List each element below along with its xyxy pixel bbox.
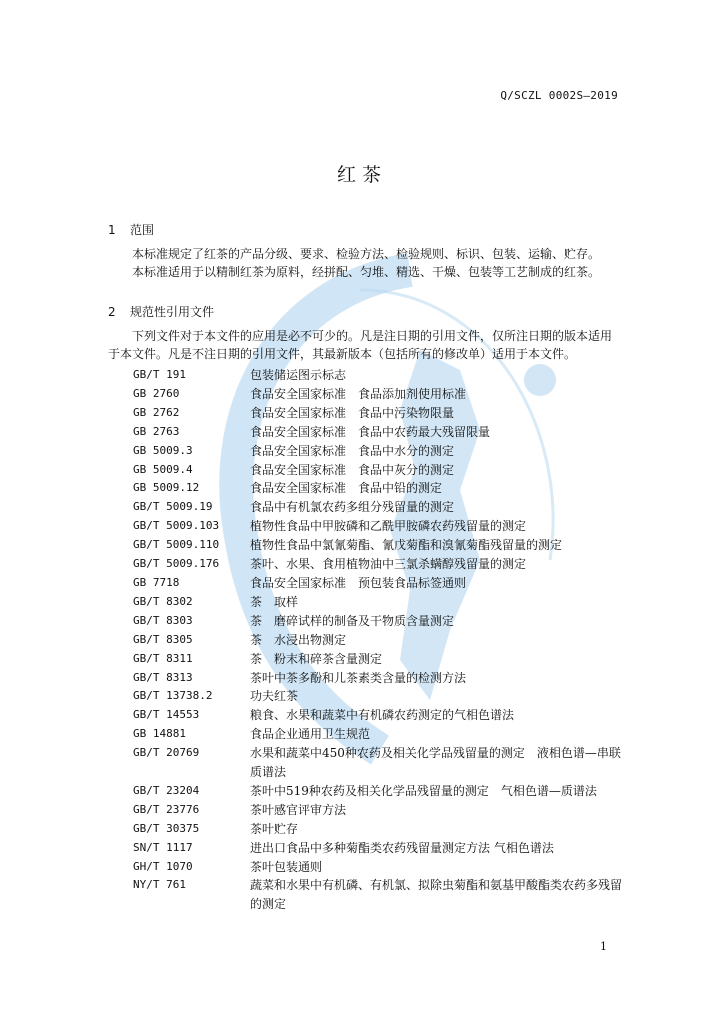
section-number: 1 [108,223,116,237]
reference-title: 食品安全国家标准 食品中铅的测定 [250,481,443,496]
reference-code: GB 2762 [133,405,180,419]
reference-list [108,366,624,914]
reference-title: 食品安全国家标准 食品添加剂使用标准 [250,386,467,401]
reference-row [108,631,624,650]
reference-title: 食品安全国家标准 食品中污染物限量 [250,405,455,420]
document-code: Q/SCZL 0002S—2019 [500,89,618,102]
section-1-body [108,245,620,281]
reference-row [108,366,624,385]
reference-title: 蔬菜和水果中有机磷、有机氯、拟除虫菊酯和氨基甲酸酯类农药多残留的测定 [250,878,623,912]
reference-title: 食品企业通用卫生规范 [250,727,371,742]
reference-title: 食品中有机氯农药多组分残留量的测定 [250,500,455,515]
section-1-heading [108,221,154,238]
reference-row [108,423,624,442]
page-number: 1 [600,940,607,953]
reference-row [108,612,624,631]
reference-title: 进出口食品中多种菊酯类农药残留量测定方法 气相色谱法 [250,840,554,855]
reference-code: GB 14881 [133,727,186,741]
reference-row [108,517,624,536]
reference-row [108,876,624,914]
section-2-heading [108,303,214,320]
reference-row [108,404,624,423]
reference-code: GB 5009.3 [133,443,193,457]
reference-code: GB/T 5009.19 [133,500,213,514]
reference-title: 包装储运图示标志 [250,368,347,382]
reference-title: 茶 粉末和碎茶含量测定 [250,651,383,666]
reference-code: GB/T 5009.110 [133,538,220,552]
reference-row [108,650,624,669]
reference-row [108,498,624,517]
reference-code: GB/T 5009.103 [133,519,220,533]
reference-code: GB 7718 [133,575,180,589]
reference-title: 植物性食品中甲胺磷和乙酰甲胺磷农药残留量的测定 [250,519,527,534]
reference-title: 水果和蔬菜中450种农药及相关化学品残留量的测定 液相色谱—串联质谱法 [250,746,621,780]
reference-row [108,536,624,555]
reference-code: GB/T 8311 [133,651,193,665]
reference-code: GB/T 20769 [133,746,200,760]
reference-code: GB/T 8303 [133,613,193,627]
reference-title: 食品安全国家标准 食品中水分的测定 [250,443,455,458]
reference-row [108,687,624,706]
reference-code: NY/T 761 [133,878,186,892]
reference-row [108,782,624,801]
reference-row [108,706,624,725]
reference-title: 茶 磨碎试样的制备及干物质含量测定 [250,613,455,628]
reference-code: GB/T 14553 [133,708,200,722]
reference-title: 食品安全国家标准 食品中灰分的测定 [250,462,455,477]
reference-code: GB/T 8302 [133,594,193,608]
reference-row [108,801,624,820]
reference-code: SN/T 1117 [133,840,193,854]
reference-code: GB/T 30375 [133,821,200,835]
reference-code: GB/T 23776 [133,802,200,816]
reference-code: GB/T 8305 [133,632,193,646]
reference-code: GB/T 8313 [133,670,193,684]
reference-title: 茶叶贮存 [250,821,299,836]
section-2-intro [108,327,620,363]
reference-code: GB/T 5009.176 [133,557,220,571]
reference-row [108,820,624,839]
reference-row [108,555,624,574]
reference-title: 茶叶中519种农药及相关化学品残留量的测定 气相色谱—质谱法 [250,783,597,798]
reference-row [108,479,624,498]
reference-row [108,442,624,461]
page-title: 红茶 [336,164,387,186]
reference-title: 食品安全国家标准 食品中农药最大残留限量 [250,424,491,439]
reference-row [108,839,624,858]
paragraph: 本标准适用于以精制红茶为原料，经拼配、匀堆、精选、干燥、包装等工艺制成的红茶。 [132,265,601,279]
reference-row [108,574,624,593]
reference-title: 茶叶中茶多酚和儿茶素类含量的检测方法 [250,670,467,685]
reference-row [108,858,624,877]
reference-title: 茶 水浸出物测定 [250,632,347,647]
reference-title: 茶 取样 [250,594,299,609]
reference-code: GB 5009.4 [133,462,193,476]
reference-title: 茶叶、水果、食用植物油中三氯杀螨醇残留量的测定 [250,557,527,572]
section-title: 范围 [130,223,155,237]
reference-row [108,385,624,404]
reference-code: GB/T 13738.2 [133,689,213,703]
reference-code: GB 2763 [133,424,180,438]
reference-code: GH/T 1070 [133,859,193,873]
paragraph: 本标准规定了红茶的产品分级、要求、检验方法、检验规则、标识、包装、运输、贮存。 [132,247,601,261]
reference-row [108,669,624,688]
reference-code: GB 5009.12 [133,481,200,495]
section-title: 规范性引用文件 [130,305,215,319]
reference-row [108,725,624,744]
reference-row [108,461,624,480]
reference-code: GB/T 191 [133,368,186,381]
reference-title: 食品安全国家标准 预包装食品标签通则 [250,575,467,590]
reference-title: 植物性食品中氯氰菊酯、氰戊菊酯和溴氰菊酯残留量的测定 [250,538,563,553]
reference-title: 茶叶包装通则 [250,859,323,874]
reference-code: GB 2760 [133,386,180,400]
reference-row [108,744,624,782]
reference-row [108,593,624,612]
reference-title: 茶叶感官评审方法 [250,802,347,817]
reference-code: GB/T 23204 [133,783,200,797]
paragraph: 下列文件对于本文件的应用是必不可少的。凡是注日期的引用文件，仅所注日期的版本适用于本文件。凡是不注日期的引用文件，其最新版本（包括所有的修改单）适用于本文件。 [108,329,613,361]
section-number: 2 [108,305,116,319]
reference-title: 粮食、水果和蔬菜中有机磷农药测定的气相色谱法 [250,708,515,723]
reference-title: 功夫红茶 [250,689,299,704]
